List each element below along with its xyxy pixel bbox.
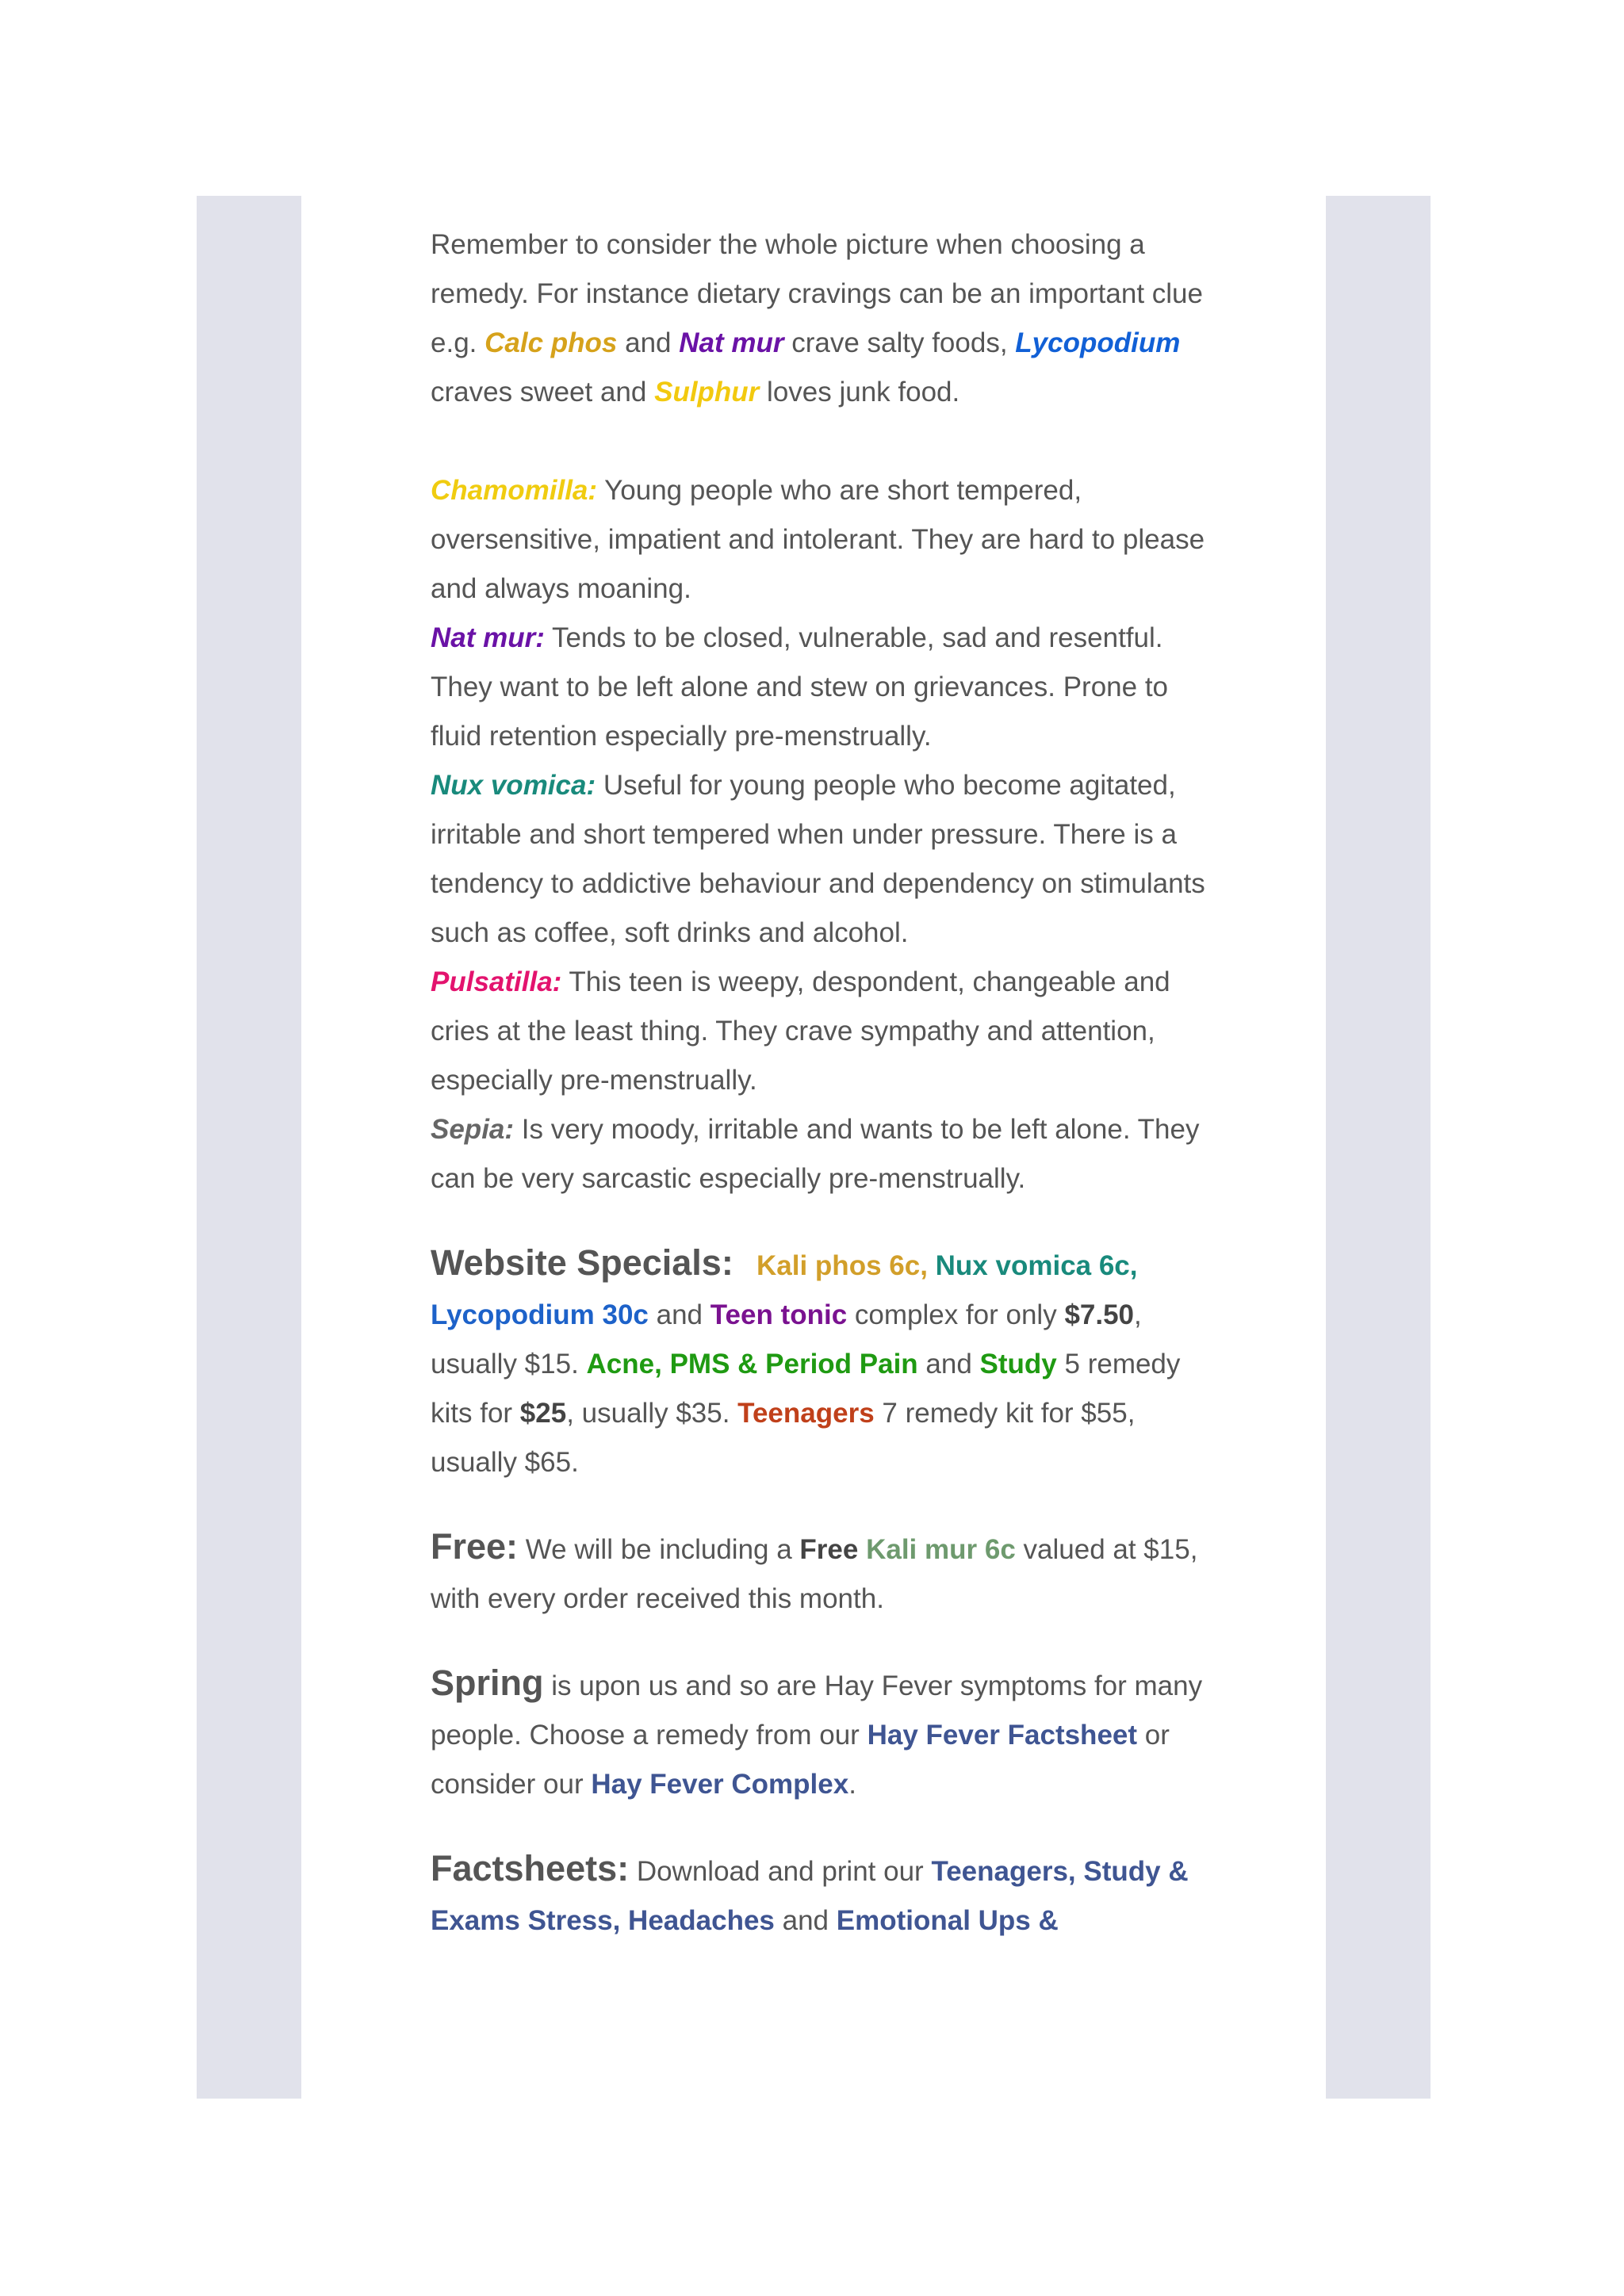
spacer <box>431 417 1208 466</box>
remedy-desc: Tends to be closed, vulnerable, sad and resentful. They want to be left alone and stew on grievances. Prone to fluid retention especially pre-menstrually. <box>431 622 1169 752</box>
free-text-2: valued at $15, with every order received this month. <box>431 1534 1198 1614</box>
special-kali-phos[interactable]: Kali phos 6c, <box>756 1250 928 1281</box>
hay-fever-factsheet-link[interactable]: Hay Fever Factsheet <box>867 1720 1138 1751</box>
intro-text-1: Remember to consider the whole picture when choosing a remedy. For instance dietary cravings can be an important clue e.g. <box>431 229 1203 358</box>
right-side-band <box>1326 196 1431 2099</box>
remedy-nat-mur: Nat mur <box>679 327 784 358</box>
spring-heading: Spring <box>431 1663 544 1703</box>
remedy-desc: This teen is weepy, despondent, changeable and cries at the least thing. They crave sympathy and attention, especially pre-menstrually. <box>431 966 1170 1096</box>
remedy-sepia-entry <box>431 1105 1208 1203</box>
remedy-nat-mur-entry <box>431 614 1208 761</box>
specials-text-5: 7 remedy kit for $55, usually $65. <box>431 1398 1136 1478</box>
special-price-2: $25 <box>519 1398 567 1429</box>
free-text-1: We will be including a <box>518 1534 800 1565</box>
remedy-desc: Young people who are short tempered, oversensitive, impatient and intolerant. They are hard to please and always moaning. <box>431 475 1205 604</box>
spring-text-2: or consider our <box>431 1720 1170 1800</box>
newsletter-content <box>431 220 1208 1946</box>
factsheets-heading: Factsheets: <box>431 1848 630 1888</box>
special-acne-pms-kit[interactable]: Acne, PMS & Period Pain <box>586 1349 918 1380</box>
remedy-desc: Useful for young people who become agitated, irritable and short tempered when under pressure. There is a tendency to addictive behaviour and dependency on stimulants such as coffee, soft drinks and alcohol. <box>431 770 1205 948</box>
remedy-name: Nux vomica: <box>431 770 596 801</box>
factsheets-link-emotional-ups[interactable]: Emotional Ups & <box>836 1905 1059 1936</box>
special-price-1: $7.50 <box>1064 1299 1135 1330</box>
spring-text-3: . <box>848 1769 856 1800</box>
hay-fever-complex-link[interactable]: Hay Fever Complex <box>591 1769 849 1800</box>
spacer <box>431 1203 1208 1238</box>
intro-text-3: craves sweet and <box>431 377 655 408</box>
free-kali-mur[interactable]: Kali mur 6c <box>866 1534 1016 1565</box>
factsheets-link-teenagers-study-headaches[interactable]: Teenagers, Study & Exams Stress, Headaches <box>431 1856 1189 1936</box>
specials-text-3: 5 remedy kits for <box>431 1349 1181 1429</box>
remedy-name: Nat mur: <box>431 622 545 653</box>
free-word: Free <box>799 1534 859 1565</box>
remedy-name: Sepia: <box>431 1114 515 1145</box>
special-lycopodium[interactable]: Lycopodium 30c <box>431 1299 649 1330</box>
website-specials-paragraph <box>431 1238 1208 1487</box>
remedy-chamomilla <box>431 466 1208 614</box>
specials-heading: Website Specials: <box>431 1242 733 1283</box>
factsheets-text-1: Download and print our <box>629 1856 932 1887</box>
specials-text-2: , usually $15. <box>431 1299 1142 1380</box>
spring-paragraph <box>431 1659 1208 1809</box>
remedy-name: Pulsatilla: <box>431 966 562 997</box>
spring-text-1: is upon us and so are Hay Fever symptoms for many people. Choose a remedy from our <box>431 1670 1203 1751</box>
special-teen-tonic[interactable]: Teen tonic <box>710 1299 848 1330</box>
specials-text-1: complex for only <box>847 1299 1065 1330</box>
specials-text-4: , usually $35. <box>566 1398 738 1429</box>
special-teenagers-kit[interactable]: Teenagers <box>737 1398 875 1429</box>
intro-text-4: loves junk food. <box>759 377 960 408</box>
spacer <box>431 1809 1208 1844</box>
spacer <box>431 1624 1208 1659</box>
free-heading: Free: <box>431 1526 519 1567</box>
remedy-nux-vomica-entry <box>431 761 1208 958</box>
remedy-sulphur: Sulphur <box>654 377 760 408</box>
remedy-lycopodium: Lycopodium <box>1015 327 1181 358</box>
free-paragraph <box>431 1522 1208 1624</box>
remedy-name: Chamomilla: <box>431 475 598 506</box>
special-nux-vomica[interactable]: Nux vomica 6c, <box>935 1250 1138 1281</box>
factsheets-text-2: and <box>774 1905 837 1936</box>
factsheets-paragraph <box>431 1844 1208 1946</box>
remedy-pulsatilla-entry <box>431 958 1208 1105</box>
intro-paragraph <box>431 220 1208 417</box>
remedy-calc-phos: Calc phos <box>485 327 618 358</box>
spacer <box>431 1487 1208 1522</box>
intro-and: and <box>617 327 680 358</box>
intro-text-2: crave salty foods, <box>783 327 1016 358</box>
remedy-desc: Is very moody, irritable and wants to be left alone. They can be very sarcastic especially pre-menstrually. <box>431 1114 1200 1194</box>
specials-and-2: and <box>917 1349 980 1380</box>
specials-and: and <box>648 1299 710 1330</box>
special-study-kit[interactable]: Study <box>979 1349 1057 1380</box>
left-side-band <box>197 196 301 2099</box>
